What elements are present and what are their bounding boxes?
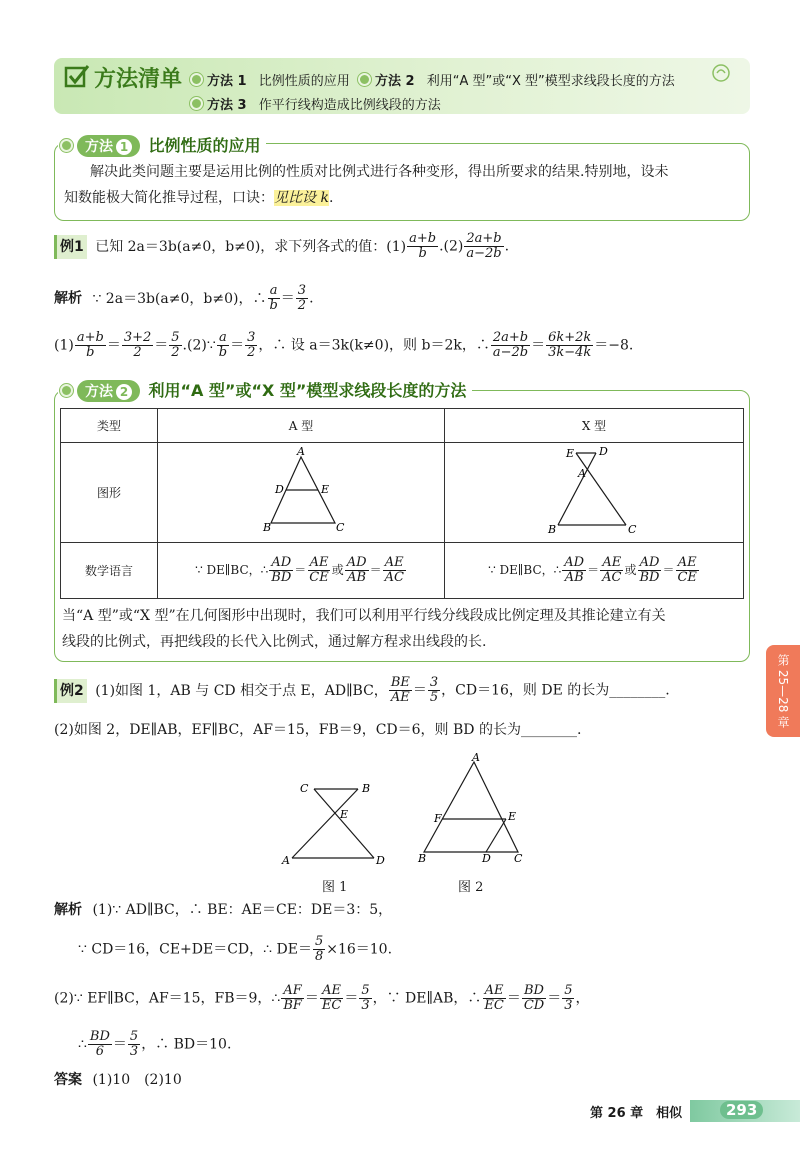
svg-text:D: D <box>275 483 284 496</box>
example-2-answer: 答案 (1)10 (2)10 <box>54 1072 182 1088</box>
mnemonic-highlight: 见比设 k <box>274 190 329 206</box>
svg-text:A: A <box>578 467 586 480</box>
svg-text:E: E <box>566 447 575 460</box>
method-1-text-line2: 知数能极大简化推导过程，口诀：见比设 k. <box>64 190 334 206</box>
method-1-text-line1: 解决此类问题主要是运用比例的性质对比例式进行各种变形，得出所要求的结果.特别地，设未 <box>90 164 669 180</box>
example-2-solution-line2: ∵ CD＝16，CE+DE＝CD，∴ DE＝ $\frac{5}{8}$ ×16＝10. <box>78 934 393 964</box>
figure-2 <box>412 752 532 872</box>
leaf-decoration-icon <box>710 62 732 88</box>
bullet-icon <box>60 139 73 152</box>
solution-label: 解析 <box>54 902 82 918</box>
bullet-icon <box>358 73 371 86</box>
col-x-type-header: X 型 <box>445 409 744 443</box>
figure-1 <box>278 772 398 876</box>
svg-text:C: C <box>336 521 345 534</box>
example-1-solution-line1: 解析 ∵ 2a＝3b(a≠0，b≠0)，∴ $\frac{a}{b}$ ＝ $\frac{3}{2}$ . <box>54 283 314 313</box>
row-math-label: 数学语言 <box>61 543 158 599</box>
figure-2-caption: 图 2 <box>458 880 484 895</box>
svg-text:A: A <box>297 445 305 458</box>
model-table <box>60 408 744 599</box>
example-2-question-2: (2)如图 2，DE∥AB，EF∥BC，AF＝15，FB＝9，CD＝6，则 BD 的长为________. <box>54 722 582 738</box>
svg-text:F: F <box>434 812 442 825</box>
col-type-header: 类型 <box>61 409 158 443</box>
example-1-solution-line2: (1) $\frac{a+b}{b}$ ＝ $\frac{3+2}{2}$ ＝ $\frac{5}{2}$ .(2)∵ $\frac{a}{b}$ ＝ $\frac{3}{2}$ ，∴ 设 a＝3k(k≠0)，则 b＝2k，∴ $\frac{2a+b}{a-2b}$ ＝ $\frac{6k+2k}{3k-4k}$ ＝−8. <box>54 330 634 360</box>
x-type-math: ∵ DE∥BC，∴ $\frac{AD}{AB}$ ＝ $\frac{AE}{AC}$ 或 $\frac{AD}{BD}$ ＝ $\frac{AE}{CE}$ <box>445 543 744 599</box>
svg-text:E: E <box>340 808 349 821</box>
example-2-question-1: 例2 (1)如图 1，AB 与 CD 相交于点 E，AD∥BC， $\frac{BE}{AE}$ ＝ $\frac{3}{5}$ ，CD＝16，则 DE 的长为________. <box>54 676 670 705</box>
example-1-label: 例1 <box>54 235 87 259</box>
chapter-range-tab[interactable]: 第 25—28 章 <box>766 645 800 737</box>
bullet-icon <box>190 73 203 86</box>
example-2-solution-line4: ∴ $\frac{BD}{6}$ ＝ $\frac{5}{3}$ ，∴ BD＝10. <box>78 1029 232 1059</box>
method-list-title: 方法清单 <box>94 67 183 92</box>
answer-label: 答案 <box>54 1072 82 1088</box>
x-type-figure <box>445 443 744 543</box>
chapter-footer: 第 26 章 相似 <box>590 1106 683 1121</box>
method-3-entry: 方法 3 作平行线构造成比例线段的方法 <box>190 94 441 113</box>
example-2-solution-line3: (2)∵ EF∥BC，AF＝15，FB＝9，∴ $\frac{AF}{BF}$ ＝ $\frac{AE}{EC}$ ＝ $\frac{5}{3}$ ，∵ DE∥AB，∴ $\frac{AE}{EC}$ ＝ $\frac{BD}{CD}$ ＝ $\frac{5}{3}$ ， <box>54 983 590 1013</box>
svg-text:B: B <box>418 852 427 865</box>
method-1-heading: 方法 1 比例性质的应用 <box>58 133 266 157</box>
svg-text:D: D <box>599 445 608 458</box>
svg-text:B: B <box>362 782 371 795</box>
method-2-note-line1: 当“A 型”或“X 型”在几何图形中出现时，我们可以利用平行线分线段成比例定理及其推论建立有关 <box>62 608 666 624</box>
example-1-question: 例1 已知 2a＝3b(a≠0，b≠0)，求下列各式的值：(1) $\frac{a+b}{b}$ .(2) $\frac{2a+b}{a-2b}$ . <box>54 232 509 261</box>
svg-text:E: E <box>321 483 330 496</box>
col-a-type-header: A 型 <box>158 409 445 443</box>
example-2-label: 例2 <box>54 679 87 703</box>
svg-text:D: D <box>482 852 491 865</box>
bullet-icon <box>60 384 73 397</box>
figure-1-caption: 图 1 <box>322 880 348 895</box>
method-2-entry: 方法 2 利用“A 型”或“X 型”模型求线段长度的方法 <box>358 70 675 89</box>
page-number: 293 <box>720 1101 763 1119</box>
a-type-math: ∵ DE∥BC，∴ $\frac{AD}{BD}$ ＝ $\frac{AE}{CE}$ 或 $\frac{AD}{AB}$ ＝ $\frac{AE}{AC}$ <box>158 543 445 599</box>
bullet-icon <box>190 97 203 110</box>
method-2-note-line2: 线段的比例式，再把线段的长代入比例式，通过解方程求出线段的长. <box>62 634 487 650</box>
method-1-entry: 方法 1 比例性质的应用 <box>190 70 350 89</box>
checkbox-icon <box>64 64 90 94</box>
svg-text:E: E <box>508 810 517 823</box>
svg-text:A: A <box>282 854 290 867</box>
a-type-figure <box>158 443 445 543</box>
method-2-heading: 方法 2 利用“A 型”或“X 型”模型求线段长度的方法 <box>58 378 472 402</box>
svg-text:D: D <box>376 854 385 867</box>
svg-text:A: A <box>472 752 480 764</box>
solution-label: 解析 <box>54 290 82 307</box>
svg-text:C: C <box>514 852 523 865</box>
svg-text:C: C <box>300 782 309 795</box>
svg-text:C: C <box>628 523 637 536</box>
svg-text:B: B <box>548 523 557 536</box>
row-shape-label: 图形 <box>61 443 158 543</box>
example-2-solution-line1: 解析 (1)∵ AD∥BC，∴ BE：AE＝CE：DE＝3：5， <box>54 902 393 918</box>
svg-text:B: B <box>263 521 272 534</box>
